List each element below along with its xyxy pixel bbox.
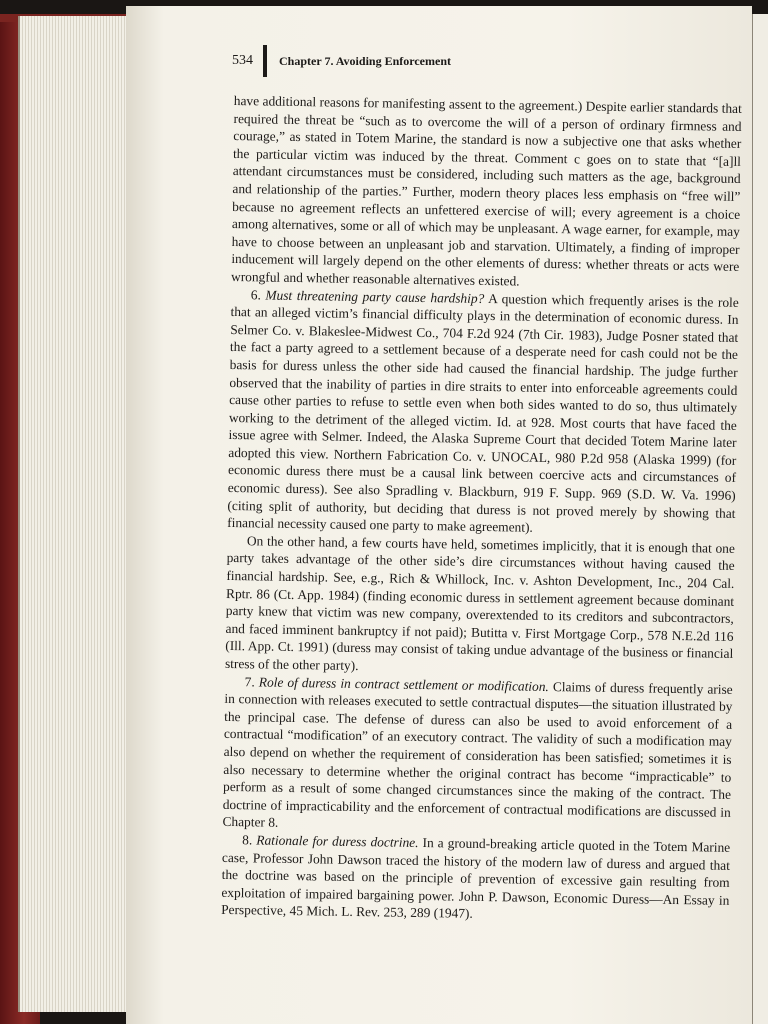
note-title: Must threatening party cause hardship?	[265, 287, 485, 306]
paragraph	[221, 831, 730, 927]
note-number: 7.	[244, 673, 259, 690]
chapter-title: Chapter 7. Avoiding Enforcement	[279, 53, 452, 68]
note-title: Rationale for duress doctrine.	[256, 832, 419, 850]
paragraph	[227, 286, 739, 540]
header-rule	[263, 45, 267, 77]
paragraph	[222, 673, 732, 839]
paragraph-text: On the other hand, a few courts have held, sometimes implicitly, that it is enough that one party takes advantage of the other side’s dire circumstances without having caused the financial hardship. See, e.g., Rich & Whillock, Inc. v. Ashton Development, Inc., 204 Cal. Rptr. 86 (Ct. App. 1984) (finding economic duress in settlement agreement because dominant party knew that victim was new company, overextended to its creditors and subcontractors, and faced imminent bankruptcy if not paid); Butitta v. First Mortgage Corp., 578 N.E.2d 116 (Ill. App. Ct. 1991) (duress may consist of taking undue advantage of the business or financial stress of the other party).	[224, 533, 736, 674]
paragraph	[225, 532, 735, 681]
page-number: 534	[232, 53, 253, 68]
note-title: Role of duress in contract settlement or modification.	[258, 674, 549, 694]
paragraph-text: In a ground-breaking article quoted in the Totem Marine case, Professor John Dawson traced the history of the modern law of duress and argued that the doctrine was based on the principle of prevention of excessive gain resulting from exploitation of impaired bargaining power. John P. Dawson, Economic Duress—An Essay in Perspective, 45 Mich. L. Rev. 253, 289 (1947).	[221, 834, 731, 922]
paragraph-text: A question which frequently arises is the role that an alleged victim’s financial difficulty plays in the determination of economic duress. In Selmer Co. v. Blakeslee-Midwest Co., 704 F.2d 924 (7th Cir. 1983), Judge Posner stated that the fact a party agreed to a settlement because of a desperate need for cash could not be the basis for duress unless the other side had caused the financial hardship. The judge further observed that the inability of parties in dire straits to enter into enforceable agreements could cause other parties to refuse to settle even when both sides wanted to do so, thus ultimately working to the detriment of the alleged victim. Id. at 928. Most courts that have faced the issue agree with Selmer. Indeed, the Alaska Supreme Court that decided Totem Marine later adopted this view. Northern Fabrication Co. v. UNOCAL, 980 P.2d 958 (Alaska 1999) (for economic duress there must be a causal link between coercive acts and circumstances of economic duress). See also Spradling v. Blackburn, 919 F. Supp. 969 (S.D. W. Va. 1996) (citing split of authority, but deciding that duress is not proved merely by showing that financial necessity caused one party to make agreement).	[227, 290, 739, 535]
paragraph-text: Claims of duress frequently arise in connection with releases executed to settle contractual disputes—the situation illustrated by the principal case. The defense of duress can also be used to avoid enforcement of a contractual “modification” of an executory contract. The validity of such a modification may also depend on whether the requirement of consideration has been satisfied; sometimes it is also necessary to determine whether the original contract has become “impracticable” to perform as a result of some changed circumstances since the making of the contract. The doctrine of impracticability and the enforcement of contractual modifications are discussed in Chapter 8.	[222, 678, 733, 831]
page-edges	[18, 16, 132, 1012]
note-number: 6.	[250, 286, 266, 303]
running-header	[232, 44, 451, 78]
body-text	[221, 92, 742, 927]
facing-page-edge	[752, 14, 768, 1024]
paragraph	[231, 92, 742, 293]
paragraph-text: have additional reasons for manifesting assent to the agreement.) Despite earlier standards that required the threat be “such as to overcome the will of a person of ordinary firmness and courage,” as stated in Totem Marine, the standard is now a subjective one that asks whether the particular victim was induced by the threat. Comment c goes on to state that “[a]ll attendant circumstances must be considered, including such matters as the age, background and relationship of the parties.” Further, modern theory places less emphasis on “free will” because no agreement reflects an unfettered exercise of will; every agreement is a choice among alternatives, some or all of which may be unpleasant. A wage earner, for example, may have to choose between an unpleasant job and starvation. Ultimately, a finding of improper inducement will largely depend on the other elements of duress: whether threats or acts were wrongful and whether reasonable alternatives existed.	[230, 92, 742, 289]
note-number: 8.	[242, 832, 257, 848]
